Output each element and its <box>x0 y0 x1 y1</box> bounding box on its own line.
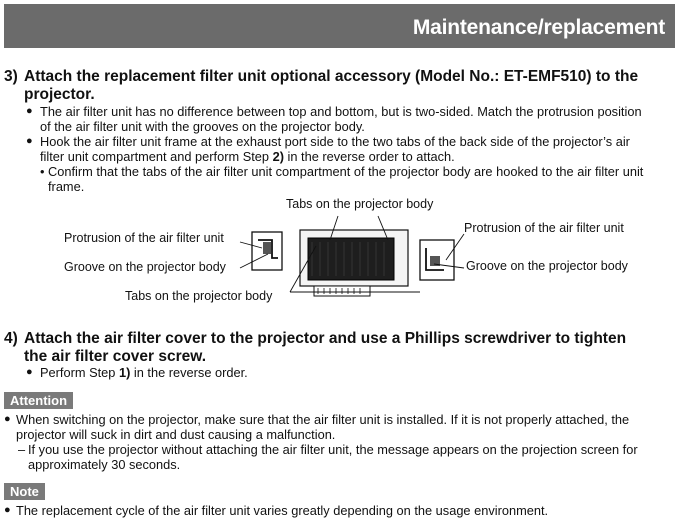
note-label: Note <box>4 483 45 500</box>
sub-bullet-icon: • <box>40 164 45 179</box>
label-groove-left: Groove on the projector body <box>64 260 226 274</box>
step-3-sub-line1: Confirm that the tabs of the air filter unit compartment of the projector body are hooked to the air filter unit <box>48 164 644 179</box>
section-header-bar <box>4 4 675 48</box>
filter-unit <box>308 238 394 280</box>
bullet-icon: ● <box>4 504 11 516</box>
step-3-bullet-1-line2: of the air filter unit with the grooves on the projector body. <box>40 119 365 134</box>
step-4-bullet: Perform Step 1) in the reverse order. <box>40 365 248 380</box>
bullet-icon: ● <box>26 366 33 378</box>
step-3-heading-line2: projector. <box>24 86 95 103</box>
step-4-heading-line1: Attach the air filter cover to the projector and use a Phillips screwdriver to tighten <box>24 330 627 347</box>
step-3-bullet-1-line1: The air filter unit has no difference between top and bottom, but is two-sided. Match the protrusion position <box>40 104 642 119</box>
step-3-heading-line1: Attach the replacement filter unit optional accessory (Model No.: ET-EMF510) to the <box>24 68 639 85</box>
step-4-number: 4) <box>4 330 18 347</box>
bullet-icon: ● <box>26 105 33 117</box>
label-tabs-top: Tabs on the projector body <box>286 197 434 211</box>
label-protrusion-right: Protrusion of the air filter unit <box>464 221 624 235</box>
attention-dash-line2: approximately 30 seconds. <box>28 457 181 472</box>
label-groove-right: Groove on the projector body <box>466 259 628 273</box>
step-3-bullet-2-line2: filter unit compartment and perform Step 2) in the reverse order to attach. <box>40 149 455 164</box>
label-tabs-bottom: Tabs on the projector body <box>125 289 273 303</box>
air-filter-diagram <box>230 212 470 304</box>
section-title: Maintenance/replacement <box>412 16 665 39</box>
label-protrusion-left: Protrusion of the air filter unit <box>64 231 224 245</box>
attention-label: Attention <box>4 392 73 409</box>
note-line1: The replacement cycle of the air filter unit varies greatly depending on the usage environment. <box>16 503 549 518</box>
step-3-bullet-2-line1: Hook the air filter unit frame at the exhaust port side to the two tabs of the back side of the projector’s air <box>40 134 630 149</box>
step-3-sub-line2: frame. <box>48 179 85 194</box>
attention-line2: projector will suck in dirt and dust causing a malfunction. <box>16 427 336 442</box>
step-4-heading-line2: the air filter cover screw. <box>24 348 207 365</box>
attention-dash-line1: If you use the projector without attaching the air filter unit, the message appears on the projection screen for <box>28 442 638 457</box>
step-3-number: 3) <box>4 68 18 85</box>
attention-line1: When switching on the projector, make sure that the air filter unit is installed. If it is not properly attached, the <box>16 412 630 427</box>
bullet-icon: ● <box>4 413 11 425</box>
dash-icon: – <box>18 442 26 457</box>
bullet-icon: ● <box>26 135 33 147</box>
